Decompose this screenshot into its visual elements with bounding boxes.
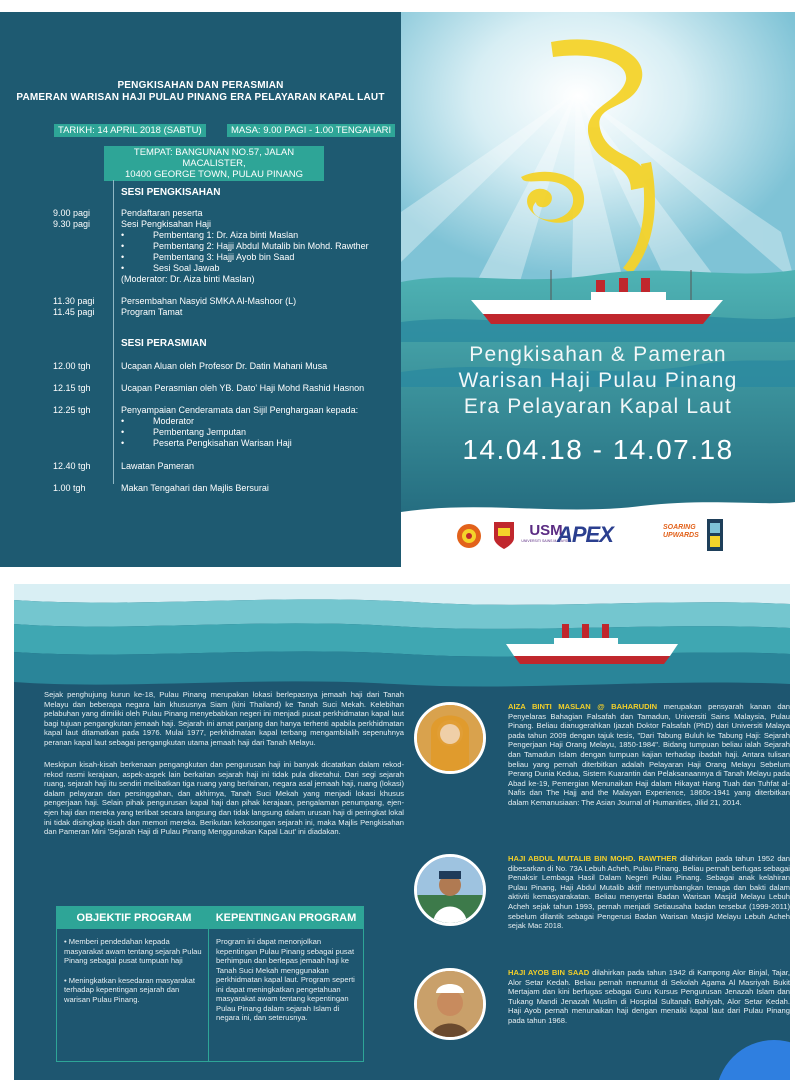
- s2-bullet-1: • Moderator: [121, 416, 195, 426]
- bio-ayob: HAJI AYOB BIN SAAD dilahirkan pada tahun 1942 di Kampong Alor Binjal, Tajar, Alor Setar Kedah. Beliau pernah menuntut di Sekolah Agama Al Masriyah Bukit Mertajam dan kini berfugas sebagai Guru Kursus Pengurusan Jenazah Islam dan Tukang Mandi Jenazah Muslim di Hospital Sultanah Bahiyah, Alor Setar Kedah. Haji Ayob pernah menunaikan haji dengan menaiki kapal laut dari Pulau Pinang pada tahun 1968.: [508, 968, 790, 1025]
- venue-badge: [104, 146, 324, 181]
- intro-paragraph-2: Meskipun kisah-kisah berkenaan pengangkutan dan pengurusan haji ini banyak dicatatkan dalam rekod-rekod rasmi kerajaan, aspek-aspek lain berkaitan sejarah haji ini tidak pula diketahui. Dari segi sejarah ruang, sejarah haji itu sendiri melibatkan tiga ruang yang berlainan, negara asal jemaah haji, ruang (lokasi) dalam pelayaran dan persinggahan, dan akhirnya, Tanah Suci Mekah yang menjadi lokasi khusus pengerjaan haji. Selain pihak pengurusan kapal haji dan pihak kerajaan, pengalaman penumpang, ejen-ejen haji dan mereka yang terlibat secara langsung dan tidak langsung dalam urusan haji di peringkat lokal ini tidak disingkap kisah dan memori mereka. Berikutan kekosongan sejarah ini, maka Majlis Pengkisahan dan Pameran Mini 'Sejarah Haji di Pulau Pinang Menggunakan Kapal Laut' ini diadakan.: [44, 760, 404, 837]
- s1-bullet-2: • Pembentang 2: Hajji Abdul Mutalib bin Mohd. Rawther: [121, 241, 369, 251]
- kepentingan-title: KEPENTINGAN PROGRAM: [209, 907, 363, 929]
- moderator-note: (Moderator: Dr. Aiza binti Maslan): [121, 274, 255, 284]
- objektif-body: [57, 929, 211, 1012]
- s2b-event-2: Makan Tengahari dan Majlis Bersurai: [121, 483, 269, 493]
- kepentingan-body: Program ini dapat menonjolkan kepentingan Pulau Pinang sebagai pusat berhimpun dan berlepas jemaah haji ke Tanah Suci Mekah menggunakan perkhidmatan kapal laut. Program seperti ini dapat meningkatkan pengetahuan masyarakat awam tentang kepentingan Pulau Pinang dalam sejarah Islam di negara ini, dan seterusnya.: [216, 937, 355, 1022]
- bio-ayob-name: HAJI AYOB BIN SAAD: [508, 968, 590, 977]
- cover-dates: 14.04.18 - 14.07.18: [462, 434, 734, 465]
- cover-title-2: Warisan Haji Pulau Pinang: [458, 369, 738, 392]
- venue-line-1: TEMPAT: BANGUNAN NO.57, JALAN MACALISTER,: [133, 147, 295, 169]
- usm-logo: USM UNIVERSITI SAINS MALAYSIA: [521, 522, 571, 543]
- avatar-mutalib: [414, 854, 486, 926]
- time-badge: MASA: 9.00 PAGI - 1.00 TENGAHARI: [227, 124, 395, 137]
- sea-header-illustration: [14, 584, 790, 704]
- objektif-item-1: • Memberi pendedahan kepada masyarakat awam tentang sejarah Pulau Pinang sebagai pusat tumpuan haji: [64, 937, 202, 965]
- date-badge: TARIKH: 14 APRIL 2018 (SABTU): [54, 124, 206, 137]
- s1b-event-2: Program Tamat: [121, 307, 183, 317]
- programme-header-1: PENGKISAHAN DAN PERASMIAN: [117, 80, 284, 91]
- s2-bullet-2: • Pembentang Jemputan: [121, 427, 247, 437]
- s2b-event-1: Lawatan Pameran: [121, 461, 195, 471]
- s1-bullet-3: • Pembentang 3: Hajji Ayob bin Saad: [121, 252, 295, 262]
- bio-mutalib-name: HAJI ABDUL MUTALIB BIN MOHD. RAWTHER: [508, 854, 677, 863]
- divider-line: [113, 180, 114, 484]
- s1b-time-1: 11.30 pagi: [53, 296, 95, 306]
- penang-crest-logo: [456, 523, 482, 549]
- cover-panel: [401, 12, 795, 567]
- s2b-time-1: 12.40 tgh: [53, 461, 91, 471]
- venue-line-2: 10400 GEORGE TOWN, PULAU PINANG: [124, 169, 304, 180]
- s1-bullet-1: • Pembentang 1: Dr. Aiza binti Maslan: [121, 230, 299, 240]
- s1b-time-2: 11.45 pagi: [53, 307, 95, 317]
- s2-event-2: Ucapan Perasmian oleh YB. Dato' Haji Mohd Rashid Hasnon: [121, 383, 365, 393]
- inside-panel: [14, 584, 790, 1080]
- avatar-ayob: [414, 968, 486, 1040]
- partner-logo: [707, 519, 723, 551]
- bio-mutalib: HAJI ABDUL MUTALIB BIN MOHD. RAWTHER dilahirkan pada tahun 1952 dan dibesarkan di No. 73A Lebuh Acheh, Pulau Pinang. Beliau pernah berfugas sebagai Penaksir Lembaga Hasil Dalam Negeri Pulau Pinang. Sebagai anak kelahiran Pulau Pinang, Haji Abdul Mutalib aktif menyumbangkan tenaga dan bakti dalam aktiviti kemasyarakatan. Beliau menyertai Badan Warisan Masjid Melayu Lebuh Acheh sejak tahun 1993, pernah menjadi Setiausaha badan tersebut (1999-2011) sebelum dilantik sebagai Pengerusi Badan Warisan Masjid Melayu Lebuh Acheh sejak Mac 2018.: [508, 854, 790, 931]
- objektif-box: [56, 906, 212, 1062]
- avatar-aiza: [414, 702, 486, 774]
- cover-title-3: Era Pelayaran Kapal Laut: [463, 395, 733, 418]
- objektif-item-2: • Meningkatkan kesedaran masyarakat terhadap kepentingan sejarah dan warisan Pulau Pinang.: [64, 975, 195, 1004]
- s2-event-1: Ucapan Aluan oleh Profesor Dr. Datin Mahani Musa: [121, 361, 328, 371]
- bio-aiza-name: AIZA BINTI MASLAN @ BAHARUDIN: [508, 702, 658, 711]
- state-crest-logo: [491, 520, 517, 550]
- bio-aiza: AIZA BINTI MASLAN @ BAHARUDIN merupakan pensyarah kanan dan Penyelaras Bahagian Falsafah dan Tamadun, Universiti Sains Malaysia, Pulau Pinang. Beliau dianugerahkan Ijazah Doktor Falsafah (PhD) dari Universiti Malaya pada tahun 2009 dengan tajuk tesis, "Dari Tabung Buluh ke Tabung Haji: Sejarah Pengerjaan Haji Orang Melayu, 1850-1984". Bidang tumpuan beliau ialah Sejarah dan Tamadun Islam dengan tumpuan kajian terhadap ibadah haji. Antara tulisan beliau yang pernah diterbitkan adalah Pelayaran Haji Orang Melayu Sebelum Perang Dunia Kedua, Sistem Kuarantin dan Pelaksanaannya di Tanah Melayu pada Abad ke-19, Pemergian Menunaikan Haji dalam Hikayat Hang Tuah dan Tuhfat al-Nafis dan The Hajj and the Malayan Experience, 1860s-1941 yang diterbitkan dalam Kemanusiaan: The Asian Journal of Humanities, Jilid 21, 2014.: [508, 702, 790, 807]
- s1-time-1: 9.00 pagi: [53, 208, 91, 218]
- session1-title: SESI PENGKISAHAN: [121, 187, 221, 198]
- cover-title-1: Pengkisahan & Pameran: [469, 343, 727, 366]
- s1-time-2: 9.30 pagi: [53, 219, 91, 229]
- s2-time-1: 12.00 tgh: [53, 361, 91, 371]
- s1-bullet-4: • Sesi Soal Jawab: [121, 263, 220, 273]
- s1-event-1: Pendaftaran peserta: [121, 208, 203, 218]
- s2b-time-2: 1.00 tgh: [53, 483, 86, 493]
- kepentingan-box: [208, 906, 364, 1062]
- s2-time-2: 12.15 tgh: [53, 383, 91, 393]
- objektif-title: OBJEKTIF PROGRAM: [57, 907, 211, 929]
- intro-paragraph-1: Sejak penghujung kurun ke-18, Pulau Pinang merupakan lokasi berlepasnya jemaah haji dari Tanah Melayu dan beberapa negara lain khususnya Siam (kini Thailand) ke Tanah Suci Mekah. Kelebihan pelabuhan yang dimiliki oleh Pulau Pinang menyebabkan negeri ini menjadi pusat perkhidmatan kapal laut bagi tujuan pengangkutan jemaah haji. Sejarah ini amat panjang dan hanya terhenti apabila perkhidmatan kapal laut ditamatkan pada 1976. Mulai 1977, perkhidmatan kapal terbang mengambilalih sepenuhnya peranan kapal laut sebagai pengangkutan utama jemaah haji dari Tanah Melayu.: [44, 690, 404, 747]
- session2-title: SESI PERASMIAN: [121, 338, 207, 349]
- cover-illustration: [401, 12, 795, 567]
- s2-bullet-3: • Peserta Pengkisahan Warisan Haji: [121, 438, 292, 448]
- soaring-upwards-logo: SOARING UPWARDS: [663, 524, 699, 539]
- programme-panel: [0, 12, 401, 567]
- s1b-event-1: Persembahan Nasyid SMKA Al-Mashoor (L): [121, 296, 297, 306]
- programme-header-2: PAMERAN WARISAN HAJI PULAU PINANG ERA PELAYARAN KAPAL LAUT: [16, 92, 385, 103]
- s1-event-2: Sesi Pengkisahan Haji: [121, 219, 212, 229]
- s2-time-3: 12.25 tgh: [53, 405, 91, 415]
- s2-event-3: Penyampaian Cenderamata dan Sijil Penghargaan kepada:: [121, 405, 359, 415]
- apex-logo: APEX: [557, 522, 613, 547]
- decorative-circle: [704, 1028, 790, 1080]
